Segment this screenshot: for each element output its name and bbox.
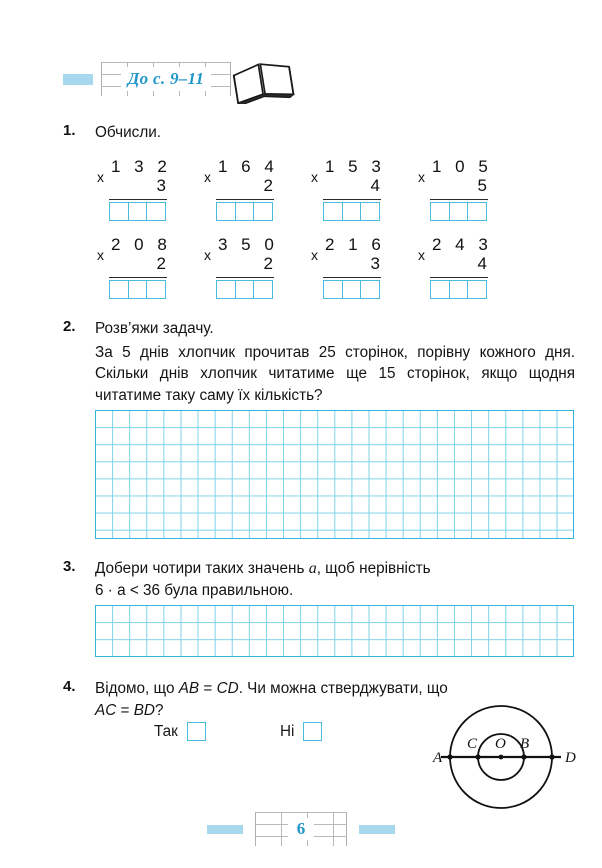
task-2-body (95, 318, 575, 406)
multiplier: 2 (156, 254, 166, 273)
multiplicand: 2 4 3 (432, 235, 493, 254)
point-label-b: B (520, 736, 530, 752)
answer-rule (109, 277, 167, 278)
header-tab-bar (63, 74, 93, 85)
equals-1: = (199, 680, 217, 697)
task-4-number: 4. (63, 678, 76, 695)
multiply-sign: х (418, 247, 425, 263)
task-3-number: 3. (63, 558, 76, 575)
answer-boxes[interactable] (323, 202, 380, 221)
multiplication-problem-7 (311, 233, 395, 305)
multiply-sign: х (311, 247, 318, 263)
task-1-body (95, 122, 161, 144)
multiplication-problem-8 (418, 233, 502, 305)
task-4-line1-mid: . Чи можна стверджувати, що (238, 680, 448, 697)
choice-yes-checkbox[interactable] (187, 722, 206, 741)
task-3-body (95, 558, 575, 601)
answer-cell[interactable] (449, 280, 469, 299)
answer-cell[interactable] (323, 202, 343, 221)
choice-no[interactable] (280, 722, 322, 741)
header-reference-label: До с. 9–11 (121, 67, 211, 91)
multiplication-problem-3 (311, 155, 395, 227)
choice-no-label: Ні (280, 722, 295, 740)
answer-cell[interactable] (216, 202, 236, 221)
answer-cell[interactable] (467, 280, 487, 299)
task-3-prompt-part1: Добери чотири таких значень (95, 560, 309, 577)
answer-boxes[interactable] (430, 202, 487, 221)
point-label-a: A (433, 750, 443, 766)
segment-bd: BD (133, 701, 155, 719)
task-1-number: 1. (63, 122, 76, 139)
multiply-sign: х (204, 247, 211, 263)
answer-rule (216, 277, 274, 278)
answer-boxes[interactable] (216, 280, 273, 299)
point-label-o: O (495, 736, 506, 752)
multiplicand: 2 0 8 (111, 235, 172, 254)
task-3-expression: 6 · a < 36 була правильною. (95, 581, 294, 599)
answer-rule (323, 199, 381, 200)
concentric-circles-diagram (415, 698, 587, 816)
answer-boxes[interactable] (109, 202, 166, 221)
footer-page-frame (255, 812, 347, 846)
multiplication-row-1 (97, 155, 502, 227)
answer-cell[interactable] (323, 280, 343, 299)
choice-yes[interactable] (154, 722, 206, 741)
multiplicand: 3 5 0 (218, 235, 279, 254)
answer-boxes[interactable] (109, 280, 166, 299)
multiplicand: 1 5 3 (325, 157, 386, 176)
task-1-prompt: Обчисли. (95, 124, 162, 141)
answer-rule (430, 199, 488, 200)
answer-cell[interactable] (342, 280, 362, 299)
multiplier: 5 (477, 176, 487, 195)
footer-bar-left (207, 825, 243, 834)
multiply-sign: х (97, 247, 104, 263)
open-book-icon (231, 58, 295, 104)
multiplier: 4 (477, 254, 487, 273)
answer-cell[interactable] (235, 202, 255, 221)
answer-cell[interactable] (253, 202, 273, 221)
answer-cell[interactable] (235, 280, 255, 299)
answer-cell[interactable] (146, 280, 166, 299)
segment-ac: AC (95, 701, 117, 719)
multiplier: 4 (370, 176, 380, 195)
answer-boxes[interactable] (323, 280, 380, 299)
multiplier: 3 (156, 176, 166, 195)
multiply-sign: х (204, 169, 211, 185)
task-3-variable: a (308, 560, 317, 577)
page-number: 6 (288, 818, 315, 840)
answer-cell[interactable] (360, 280, 380, 299)
answer-cell[interactable] (430, 280, 450, 299)
choice-yes-label: Так (154, 722, 178, 740)
answer-boxes[interactable] (430, 280, 487, 299)
multiplier: 2 (263, 176, 273, 195)
multiplicand: 1 0 5 (432, 157, 493, 176)
multiplicand: 2 1 6 (325, 235, 386, 254)
answer-rule (323, 277, 381, 278)
task-2-prompt: Розв’яжи задачу. (95, 320, 214, 337)
task-2-number: 2. (63, 318, 76, 335)
answer-cell[interactable] (449, 202, 469, 221)
answer-cell[interactable] (216, 280, 236, 299)
multiplication-problem-2 (204, 155, 288, 227)
answer-rule (216, 199, 274, 200)
task-2-answer-grid[interactable] (95, 410, 574, 539)
choice-no-checkbox[interactable] (303, 722, 322, 741)
task-3-prompt (95, 558, 575, 580)
task-3-prompt-part2: , щоб нерівність (316, 560, 431, 577)
multiplication-problem-4 (418, 155, 502, 227)
multiply-sign: х (418, 169, 425, 185)
multiplicand: 1 3 2 (111, 157, 172, 176)
segment-ab: AB (178, 680, 200, 697)
answer-cell[interactable] (109, 202, 129, 221)
answer-cell[interactable] (146, 202, 166, 221)
multiply-sign: х (97, 169, 104, 185)
task-3-answer-grid[interactable] (95, 605, 574, 657)
task-4-line1-pre: Відомо, що (95, 680, 179, 697)
answer-cell[interactable] (467, 202, 487, 221)
point-label-c: C (467, 736, 478, 752)
equals-2: = (116, 701, 134, 719)
answer-rule (109, 199, 167, 200)
page-header (63, 62, 231, 96)
answer-cell[interactable] (430, 202, 450, 221)
header-reference-frame (101, 62, 231, 96)
footer-bar-right (359, 825, 395, 834)
answer-cell[interactable] (128, 202, 148, 221)
page-footer (0, 812, 602, 846)
task-4-line-1 (95, 678, 580, 700)
answer-cell[interactable] (128, 280, 148, 299)
multiplication-row-2 (97, 233, 502, 305)
segment-cd: CD (216, 680, 239, 697)
task-2-problem-text: За 5 днів хлопчик прочитав 25 сторінок, порівну кожного дня. Скільки днів хлопчик читатиме ще 15 сторінок, якщо щодня читатиме таку саму їх кількість? (95, 343, 575, 404)
question-mark: ? (154, 701, 164, 719)
point-label-d: D (565, 750, 576, 766)
multiplication-problem-6 (204, 233, 288, 305)
answer-boxes[interactable] (216, 202, 273, 221)
multiply-sign: х (311, 169, 318, 185)
answer-cell[interactable] (109, 280, 129, 299)
answer-rule (430, 277, 488, 278)
answer-cell[interactable] (360, 202, 380, 221)
multiplier: 2 (263, 254, 273, 273)
multiplication-problem-5 (97, 233, 181, 305)
answer-cell[interactable] (253, 280, 273, 299)
multiplication-problem-1 (97, 155, 181, 227)
answer-cell[interactable] (342, 202, 362, 221)
multiplicand: 1 6 4 (218, 157, 279, 176)
multiplier: 3 (370, 254, 380, 273)
